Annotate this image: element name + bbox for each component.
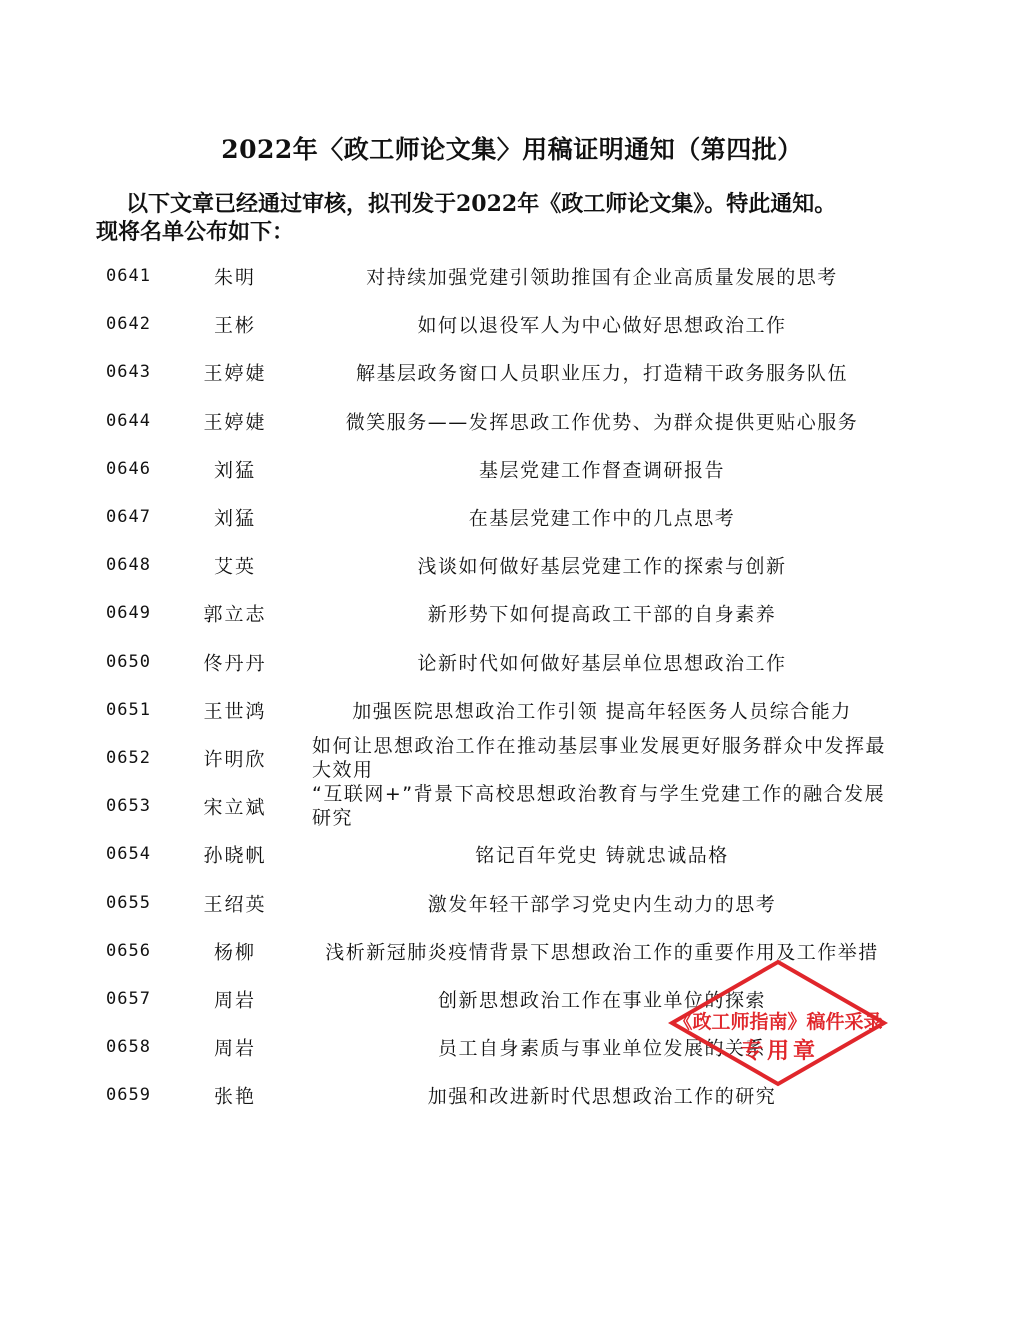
article-title: 浅谈如何做好基层党建工作的探索与创新 — [417, 555, 787, 578]
entry-code: 0655 — [106, 892, 151, 913]
author-name: 王婷婕 — [203, 411, 267, 434]
article-title: 铭记百年党史 铸就忠诚品格 — [475, 844, 729, 867]
article-title: 在基层党建工作中的几点思考 — [468, 507, 736, 530]
author-name: 郭立志 — [203, 603, 267, 626]
article-title: 创新思想政治工作在事业单位的探索 — [437, 989, 766, 1012]
entry-code: 0641 — [106, 266, 151, 287]
entry-code: 0656 — [106, 940, 151, 961]
author-name: 王世鸿 — [203, 700, 267, 723]
list-item — [0, 638, 1024, 686]
entry-code: 0643 — [106, 362, 151, 383]
author-name: 刘猛 — [213, 459, 256, 482]
entry-code: 0652 — [106, 747, 151, 768]
seal-text-line-2: 专用章 — [740, 1039, 820, 1064]
author-name: 孙晓帆 — [203, 844, 267, 867]
document-title: 2022年〈政工师论文集〉用稿证明通知（第四批） — [221, 135, 803, 164]
entry-code: 0646 — [106, 458, 151, 479]
entry-code: 0649 — [106, 603, 151, 624]
entry-code: 0653 — [106, 796, 151, 817]
article-title: 激发年轻干部学习党史内生动力的思考 — [427, 893, 777, 916]
author-name: 刘猛 — [213, 507, 256, 530]
intro-paragraph — [96, 190, 906, 246]
list-item — [0, 397, 1024, 445]
article-title: 如何以退役军人为中心做好思想政治工作 — [417, 314, 787, 337]
list-item — [0, 348, 1024, 396]
author-name: 许明欣 — [203, 748, 267, 771]
list-item — [0, 782, 1024, 830]
author-name: 朱明 — [213, 266, 256, 289]
list-item — [0, 878, 1024, 926]
author-name: 张艳 — [213, 1085, 256, 1108]
article-title: 解基层政务窗口人员职业压力，打造精干政务服务队伍 — [355, 362, 848, 385]
list-item — [0, 686, 1024, 734]
entry-code: 0654 — [106, 844, 151, 865]
author-name: 佟丹丹 — [203, 652, 267, 675]
article-title: 新形势下如何提高政工干部的自身素养 — [427, 603, 777, 626]
list-item — [0, 252, 1024, 300]
author-name: 宋立斌 — [203, 796, 267, 819]
author-name: 王婷婕 — [203, 362, 267, 385]
entry-code: 0644 — [106, 410, 151, 431]
article-title: 浅析新冠肺炎疫情背景下思想政治工作的重要作用及工作举措 — [325, 941, 879, 964]
entry-code: 0647 — [106, 507, 151, 528]
entry-code: 0642 — [106, 314, 151, 335]
article-title: 加强医院思想政治工作引领 提高年轻医务人员综合能力 — [352, 700, 852, 723]
article-title: 如何让思想政治工作在推动基层事业发展更好服务群众中发挥最大效用 — [312, 734, 887, 781]
entry-code: 0658 — [106, 1037, 151, 1058]
seal-text-line-1: 《政工师指南》稿件采录 — [673, 1011, 883, 1033]
list-item — [0, 589, 1024, 637]
intro-line-1: 以下文章已经通过审核，拟刊发于2022年《政工师论文集》。特此通知。 — [126, 191, 837, 217]
entry-code: 0648 — [106, 555, 151, 576]
article-title: 加强和改进新时代思想政治工作的研究 — [427, 1085, 777, 1108]
entry-code: 0651 — [106, 699, 151, 720]
author-name: 周岩 — [213, 989, 256, 1012]
article-title: 微笑服务——发挥思政工作优势、为群众提供更贴心服务 — [345, 411, 859, 434]
entry-code: 0650 — [106, 651, 151, 672]
author-name: 周岩 — [213, 1037, 256, 1060]
list-item — [0, 830, 1024, 878]
article-title: “互联网+”背景下高校思想政治教育与学生党建工作的融合发展研究 — [312, 783, 886, 830]
author-name: 杨柳 — [213, 941, 256, 964]
author-name: 王彬 — [213, 314, 256, 337]
list-item — [0, 734, 1024, 782]
list-item — [0, 300, 1024, 348]
article-title: 员工自身素质与事业单位发展的关系 — [437, 1037, 766, 1060]
article-title: 对持续加强党建引领助推国有企业高质量发展的思考 — [366, 266, 838, 289]
entry-code: 0659 — [106, 1085, 151, 1106]
author-name: 王绍英 — [203, 893, 267, 916]
author-name: 艾英 — [213, 555, 256, 578]
entry-code: 0657 — [106, 988, 151, 1009]
list-item — [0, 541, 1024, 589]
list-item — [0, 493, 1024, 541]
list-item — [0, 445, 1024, 493]
article-title: 论新时代如何做好基层单位思想政治工作 — [417, 652, 787, 675]
article-title: 基层党建工作督查调研报告 — [478, 459, 725, 482]
official-seal — [668, 958, 888, 1088]
intro-line-2: 现将名单公布如下： — [96, 219, 295, 245]
